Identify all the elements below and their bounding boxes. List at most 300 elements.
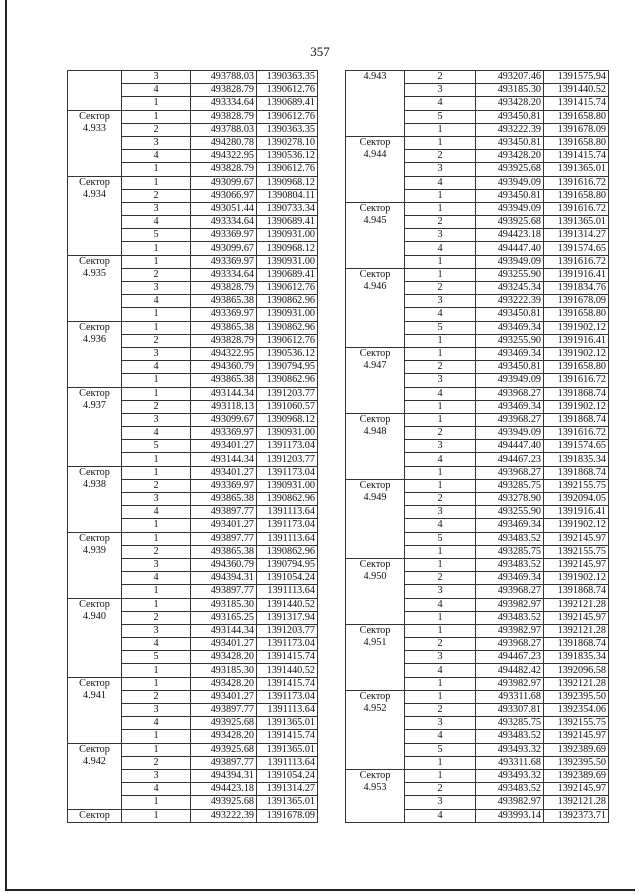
y-coordinate: 1391440.52 [257, 664, 318, 677]
point-number: 4 [405, 519, 476, 532]
x-coordinate: 493311.68 [476, 690, 544, 703]
y-coordinate: 1391203.77 [257, 387, 318, 400]
y-coordinate: 1391203.77 [257, 453, 318, 466]
point-number: 4 [122, 638, 191, 651]
y-coordinate: 1392121.28 [544, 796, 609, 809]
y-coordinate: 1392395.50 [544, 690, 609, 703]
sector-cell [346, 624, 405, 690]
point-number: 1 [405, 347, 476, 360]
point-number: 3 [405, 295, 476, 308]
sector-number: 4.933 [83, 122, 106, 134]
y-coordinate: 1391113.64 [257, 756, 318, 769]
x-coordinate: 494423.18 [476, 229, 544, 242]
table-row [68, 809, 318, 822]
x-coordinate: 493828.79 [191, 110, 257, 123]
table-row [68, 255, 318, 268]
y-coordinate: 1390794.95 [257, 361, 318, 374]
sector-cell [68, 71, 122, 111]
point-number: 1 [122, 176, 191, 189]
point-number: 3 [122, 769, 191, 782]
sector-cell [68, 743, 122, 809]
sector-cell [68, 809, 122, 822]
point-number: 3 [122, 493, 191, 506]
x-coordinate: 493255.90 [476, 334, 544, 347]
y-coordinate: 1392145.97 [544, 730, 609, 743]
y-coordinate: 1390363.35 [257, 123, 318, 136]
x-coordinate: 493949.09 [476, 176, 544, 189]
y-coordinate: 1391574.65 [544, 242, 609, 255]
x-coordinate: 494467.23 [476, 651, 544, 664]
y-coordinate: 1391902.12 [544, 347, 609, 360]
y-coordinate: 1391173.04 [257, 638, 318, 651]
point-number: 1 [122, 585, 191, 598]
y-coordinate: 1392121.28 [544, 598, 609, 611]
table-row [68, 71, 318, 84]
x-coordinate: 493401.27 [191, 638, 257, 651]
y-coordinate: 1391834.76 [544, 282, 609, 295]
point-number: 2 [122, 400, 191, 413]
point-number: 1 [122, 255, 191, 268]
sector-label: Сектор [79, 598, 110, 610]
point-number: 1 [122, 809, 191, 822]
x-coordinate: 493788.03 [191, 123, 257, 136]
y-coordinate: 1392145.97 [544, 611, 609, 624]
y-coordinate: 1391113.64 [257, 585, 318, 598]
y-coordinate: 1391916.41 [544, 506, 609, 519]
x-coordinate: 493925.68 [191, 743, 257, 756]
point-number: 2 [122, 545, 191, 558]
y-coordinate: 1390612.76 [257, 334, 318, 347]
y-coordinate: 1391616.72 [544, 427, 609, 440]
sector-number: 4.952 [363, 702, 387, 714]
y-coordinate: 1391365.01 [544, 163, 609, 176]
y-coordinate: 1391203.77 [257, 624, 318, 637]
sector-cell [346, 413, 405, 479]
page-number: 357 [310, 44, 330, 59]
point-number: 2 [405, 282, 476, 295]
sector-cell [346, 136, 405, 202]
table-row [68, 598, 318, 611]
sector-cell [346, 690, 405, 769]
point-number: 4 [405, 809, 476, 822]
y-coordinate: 1390931.00 [257, 255, 318, 268]
point-number: 1 [405, 558, 476, 571]
x-coordinate: 493982.97 [476, 598, 544, 611]
point-number: 1 [405, 479, 476, 492]
x-coordinate: 494360.79 [191, 361, 257, 374]
point-number: 4 [122, 572, 191, 585]
point-number: 3 [405, 163, 476, 176]
point-number: 1 [405, 466, 476, 479]
point-number: 1 [405, 268, 476, 281]
y-coordinate: 1392145.97 [544, 532, 609, 545]
y-coordinate: 1391173.04 [257, 519, 318, 532]
y-coordinate: 1392389.69 [544, 743, 609, 756]
y-coordinate: 1391574.65 [544, 440, 609, 453]
x-coordinate: 493483.52 [476, 611, 544, 624]
sector-label: Сектор [359, 624, 391, 636]
point-number: 5 [122, 651, 191, 664]
x-coordinate: 494360.79 [191, 558, 257, 571]
y-coordinate: 1391916.41 [544, 268, 609, 281]
sector-number: 4.944 [363, 148, 387, 160]
x-coordinate: 493865.38 [191, 374, 257, 387]
point-number: 1 [122, 453, 191, 466]
point-number: 4 [122, 783, 191, 796]
x-coordinate: 493788.03 [191, 71, 257, 84]
x-coordinate: 493401.27 [191, 466, 257, 479]
x-coordinate: 493118.13 [191, 400, 257, 413]
y-coordinate: 1391658.80 [544, 361, 609, 374]
x-coordinate: 493334.64 [191, 216, 257, 229]
x-coordinate: 493949.09 [476, 427, 544, 440]
point-number: 1 [122, 664, 191, 677]
point-number: 4 [122, 295, 191, 308]
x-coordinate: 493865.38 [191, 321, 257, 334]
point-number: 2 [405, 572, 476, 585]
x-coordinate: 493865.38 [191, 545, 257, 558]
y-coordinate: 1391868.74 [544, 387, 609, 400]
y-coordinate: 1391415.74 [544, 97, 609, 110]
y-coordinate: 1392395.50 [544, 756, 609, 769]
x-coordinate: 493897.77 [191, 704, 257, 717]
point-number: 3 [122, 347, 191, 360]
sector-label: Сектор [79, 255, 110, 267]
y-coordinate: 1391678.09 [544, 295, 609, 308]
x-coordinate: 493428.20 [191, 677, 257, 690]
sector-label: Сектор [79, 387, 110, 399]
y-coordinate: 1391616.72 [544, 202, 609, 215]
point-number: 2 [122, 123, 191, 136]
sector-cell [68, 677, 122, 743]
y-coordinate: 1390612.76 [257, 282, 318, 295]
y-coordinate: 1390931.00 [257, 479, 318, 492]
y-coordinate: 1391902.12 [544, 519, 609, 532]
x-coordinate: 493066.97 [191, 189, 257, 202]
sector-label: Сектор [359, 347, 391, 359]
sector-label: Сектор [79, 321, 110, 333]
y-coordinate: 1391365.01 [257, 717, 318, 730]
point-number: 4 [122, 427, 191, 440]
sector-number: 4.939 [83, 544, 106, 556]
point-number: 1 [122, 163, 191, 176]
y-coordinate: 1391173.04 [257, 466, 318, 479]
x-coordinate: 493469.34 [476, 321, 544, 334]
point-number: 3 [122, 624, 191, 637]
sector-number: 4.951 [363, 636, 387, 648]
x-coordinate: 493401.27 [191, 690, 257, 703]
point-number: 3 [405, 84, 476, 97]
sector-label: Сектор [359, 202, 391, 214]
point-number: 4 [405, 308, 476, 321]
x-coordinate: 493185.30 [476, 84, 544, 97]
sector-number: 4.934 [83, 188, 106, 200]
point-number: 4 [405, 97, 476, 110]
table-row [68, 532, 318, 545]
x-coordinate: 493897.77 [191, 532, 257, 545]
x-coordinate: 494447.40 [476, 242, 544, 255]
x-coordinate: 493828.79 [191, 282, 257, 295]
x-coordinate: 493099.67 [191, 413, 257, 426]
x-coordinate: 493428.20 [191, 730, 257, 743]
y-coordinate: 1391902.12 [544, 400, 609, 413]
point-number: 4 [405, 242, 476, 255]
y-coordinate: 1390612.76 [257, 163, 318, 176]
y-coordinate: 1391868.74 [544, 638, 609, 651]
point-number: 3 [405, 440, 476, 453]
x-coordinate: 493401.27 [191, 440, 257, 453]
x-coordinate: 493051.44 [191, 202, 257, 215]
x-coordinate: 493865.38 [191, 493, 257, 506]
x-coordinate: 493968.27 [476, 585, 544, 598]
y-coordinate: 1391658.80 [544, 136, 609, 149]
y-coordinate: 1392145.97 [544, 558, 609, 571]
x-coordinate: 493428.20 [191, 651, 257, 664]
x-coordinate: 493968.27 [476, 466, 544, 479]
y-coordinate: 1390612.76 [257, 110, 318, 123]
y-coordinate: 1392389.69 [544, 769, 609, 782]
table-row [346, 624, 609, 637]
x-coordinate: 493483.52 [476, 532, 544, 545]
sector-label: Сектор [79, 176, 110, 188]
y-coordinate: 1391060.57 [257, 400, 318, 413]
y-coordinate: 1390689.41 [257, 268, 318, 281]
point-number: 1 [122, 387, 191, 400]
sector-number: 4.949 [363, 491, 387, 503]
x-coordinate: 493925.68 [191, 796, 257, 809]
x-coordinate: 493222.39 [476, 123, 544, 136]
y-coordinate: 1390862.96 [257, 374, 318, 387]
point-number: 2 [405, 783, 476, 796]
sector-cell [346, 479, 405, 558]
x-coordinate: 493982.97 [476, 624, 544, 637]
x-coordinate: 493993.14 [476, 809, 544, 822]
point-number: 1 [405, 677, 476, 690]
sector-cell [68, 110, 122, 176]
point-number: 2 [405, 493, 476, 506]
x-coordinate: 493369.97 [191, 229, 257, 242]
x-coordinate: 494394.31 [191, 769, 257, 782]
x-coordinate: 493469.34 [476, 519, 544, 532]
x-coordinate: 493307.81 [476, 704, 544, 717]
y-coordinate: 1391314.27 [544, 229, 609, 242]
x-coordinate: 493369.97 [191, 255, 257, 268]
x-coordinate: 493369.97 [191, 479, 257, 492]
y-coordinate: 1391835.34 [544, 453, 609, 466]
x-coordinate: 494467.23 [476, 453, 544, 466]
point-number: 2 [405, 361, 476, 374]
sector-cell [68, 387, 122, 466]
x-coordinate: 493401.27 [191, 519, 257, 532]
y-coordinate: 1390968.12 [257, 413, 318, 426]
x-coordinate: 493450.81 [476, 110, 544, 123]
point-number: 1 [405, 611, 476, 624]
x-coordinate: 493897.77 [191, 506, 257, 519]
y-coordinate: 1391902.12 [544, 572, 609, 585]
x-coordinate: 493428.20 [476, 150, 544, 163]
x-coordinate: 493469.34 [476, 347, 544, 360]
point-number: 2 [122, 690, 191, 703]
sector-label: Сектор [79, 809, 110, 821]
y-coordinate: 1390612.76 [257, 84, 318, 97]
table-row [68, 321, 318, 334]
sector-cell [68, 532, 122, 598]
y-coordinate: 1390931.00 [257, 427, 318, 440]
sector-cell [346, 769, 405, 822]
point-number: 2 [122, 611, 191, 624]
point-number: 1 [122, 730, 191, 743]
point-number: 3 [122, 202, 191, 215]
point-number: 1 [122, 308, 191, 321]
point-number: 5 [122, 440, 191, 453]
y-coordinate: 1391868.74 [544, 413, 609, 426]
sector-label: Сектор [359, 769, 391, 781]
table-row [346, 347, 609, 360]
x-coordinate: 493334.64 [191, 268, 257, 281]
y-coordinate: 1391835.34 [544, 651, 609, 664]
y-coordinate: 1392155.75 [544, 479, 609, 492]
y-coordinate: 1390278.10 [257, 136, 318, 149]
point-number: 4 [122, 361, 191, 374]
x-coordinate: 494280.78 [191, 136, 257, 149]
point-number: 4 [405, 176, 476, 189]
y-coordinate: 1391440.52 [257, 598, 318, 611]
x-coordinate: 493493.32 [476, 769, 544, 782]
point-number: 3 [122, 136, 191, 149]
sector-label: Сектор [359, 558, 391, 570]
y-coordinate: 1391575.94 [544, 71, 609, 84]
x-coordinate: 493968.27 [476, 387, 544, 400]
y-coordinate: 1391113.64 [257, 532, 318, 545]
y-coordinate: 1391902.12 [544, 321, 609, 334]
x-coordinate: 493450.81 [476, 136, 544, 149]
point-number: 2 [405, 427, 476, 440]
x-coordinate: 493144.34 [191, 624, 257, 637]
x-coordinate: 493278.90 [476, 493, 544, 506]
point-number: 5 [405, 532, 476, 545]
sector-number: 4.935 [83, 267, 106, 279]
sector-cell [346, 347, 405, 413]
sector-number: 4.946 [363, 280, 387, 292]
table-row [346, 202, 609, 215]
point-number: 5 [405, 321, 476, 334]
point-number: 1 [122, 321, 191, 334]
sector-cell [346, 202, 405, 268]
sector-label: Сектор [359, 413, 391, 425]
point-number: 2 [122, 756, 191, 769]
x-coordinate: 493144.34 [191, 387, 257, 400]
point-number: 3 [405, 374, 476, 387]
table-row [68, 176, 318, 189]
x-coordinate: 493925.68 [476, 216, 544, 229]
x-coordinate: 493245.34 [476, 282, 544, 295]
point-number: 3 [405, 585, 476, 598]
table-row [346, 479, 609, 492]
x-coordinate: 493897.77 [191, 585, 257, 598]
sector-cell [68, 321, 122, 387]
x-coordinate: 493222.39 [191, 809, 257, 822]
sector-number: 4.938 [83, 478, 106, 490]
point-number: 1 [405, 202, 476, 215]
x-coordinate: 493450.81 [476, 189, 544, 202]
sector-number: 4.941 [83, 689, 106, 701]
table-row [68, 743, 318, 756]
y-coordinate: 1390968.12 [257, 242, 318, 255]
y-coordinate: 1392373.71 [544, 809, 609, 822]
point-number: 1 [405, 769, 476, 782]
point-number: 4 [405, 387, 476, 400]
y-coordinate: 1391678.09 [544, 123, 609, 136]
x-coordinate: 494394.31 [191, 572, 257, 585]
point-number: 4 [405, 598, 476, 611]
x-coordinate: 493450.81 [476, 361, 544, 374]
y-coordinate: 1390733.34 [257, 202, 318, 215]
y-coordinate: 1390931.00 [257, 308, 318, 321]
x-coordinate: 493982.97 [476, 796, 544, 809]
x-coordinate: 493099.67 [191, 242, 257, 255]
point-number: 1 [405, 400, 476, 413]
point-number: 1 [405, 136, 476, 149]
point-number: 5 [405, 110, 476, 123]
sector-number: 4.940 [83, 610, 106, 622]
x-coordinate: 493828.79 [191, 334, 257, 347]
y-coordinate: 1391678.09 [257, 809, 318, 822]
sector-number: 4.948 [363, 425, 387, 437]
sector-cell [68, 255, 122, 321]
y-coordinate: 1391616.72 [544, 176, 609, 189]
y-coordinate: 1392155.75 [544, 717, 609, 730]
y-coordinate: 1390804.11 [257, 189, 318, 202]
y-coordinate: 1391054.24 [257, 572, 318, 585]
table-row [68, 466, 318, 479]
sector-cell [68, 466, 122, 532]
point-number: 1 [122, 796, 191, 809]
x-coordinate: 493949.09 [476, 374, 544, 387]
point-number: 2 [405, 638, 476, 651]
y-coordinate: 1391314.27 [257, 783, 318, 796]
table-row [346, 268, 609, 281]
x-coordinate: 493968.27 [476, 638, 544, 651]
y-coordinate: 1392096.58 [544, 664, 609, 677]
sector-label: Сектор [359, 690, 391, 702]
x-coordinate: 493185.30 [191, 664, 257, 677]
y-coordinate: 1391415.74 [257, 677, 318, 690]
point-number: 1 [122, 466, 191, 479]
x-coordinate: 493828.79 [191, 84, 257, 97]
x-coordinate: 493165.25 [191, 611, 257, 624]
sector-number: 4.936 [83, 333, 106, 345]
table-row [68, 387, 318, 400]
y-coordinate: 1391616.72 [544, 255, 609, 268]
point-number: 2 [405, 704, 476, 717]
point-number: 4 [122, 506, 191, 519]
point-number: 1 [405, 123, 476, 136]
y-coordinate: 1392121.28 [544, 624, 609, 637]
x-coordinate: 493099.67 [191, 176, 257, 189]
x-coordinate: 493311.68 [476, 756, 544, 769]
y-coordinate: 1390862.96 [257, 321, 318, 334]
point-number: 4 [122, 84, 191, 97]
point-number: 1 [405, 690, 476, 703]
sector-label: Сектор [79, 532, 110, 544]
point-number: 1 [405, 334, 476, 347]
sector-cell [346, 558, 405, 624]
x-coordinate: 493949.09 [476, 255, 544, 268]
y-coordinate: 1391415.74 [257, 730, 318, 743]
x-coordinate: 493828.79 [191, 163, 257, 176]
sector-number: 4.953 [363, 781, 387, 793]
x-coordinate: 493483.52 [476, 730, 544, 743]
